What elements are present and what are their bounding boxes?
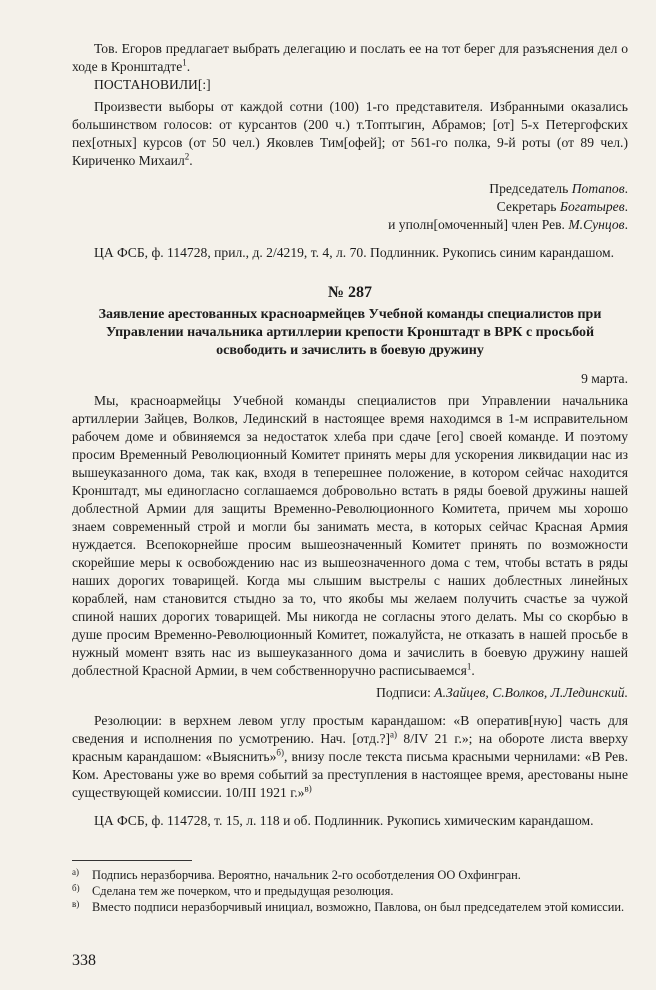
source-citation-2: ЦА ФСБ, ф. 114728, т. 15, л. 118 и об. Подлинник. Рукопись химическим карандашом.: [94, 813, 594, 828]
document-date: 9 марта.: [581, 371, 628, 386]
footnote-a: а) Подпись неразборчива. Вероятно, начальник 2-го особотделения ОО Охфингран.: [72, 867, 521, 882]
document-page: [72, 40, 628, 915]
document-body: Мы, красноармейцы Учебной команды специалистов при Управлении начальника артиллерии Зайцев, Волков, Лединский в настоящее время находимся в 1-м исправительном рабочем доме и обвиняемся за недостаток хлеба при сдаче [его] своей команде. И поэтому просим Временный Революционный Комитет принять меры для ускорения ликвидации нас из вышеуказанного дома, так как, входя в теперешнее положение, в котором сейчас находится Кронштадт, мы единогласно соглашаемся добровольно встать в ряды боевой дружины нашей доблестной Армии для защиты Временно-Революционного Комитета, причем мы хорошо знаем современный строй и могли бы занимать места, в которых сейчас Красная Армия нуждается. Всепокорнейше просим вышеозначенный Комитет принять по возможности скорейшие меры к освобождению нас из вышеозначенного дома с тем, чтобы встать в ряды наших дорогих товарищей. Когда мы слышим выстрелы с наших доблестных линейных кораблей, нам становится стыдно за то, что якобы мы желаем получить счастье за чужой спиной наших дорогих товарищей. Мы никогда не согласны этого делать. Мы со скорбью в душе просим Временно-Революционный Комитет, пожалуйста, не отказать в нашей просьбе в нужный момент взять нас из вышеуказанного дома и зачислить в боевую дружину нашей доблестной Красной Армии, в чем собственноручно расписываемся$^1$.: [72, 393, 628, 678]
paragraph-intro: Тов. Егоров предлагает выбрать делегацию и послать ее на тот берег для разъяснения дел о ходе в Кронштадте$^1$.: [72, 41, 628, 74]
paragraph-elections: Произвести выборы от каждой сотни (100) 1-го представителя. Избранными оказались большинством голосов: от курсантов (200 ч.) т.Топтыгин, Абрамов; [от] 5-х Петергофских пех[отных] курсов (от 50 чел.) Яковлев Тим[офей]; от 561-го полка, 9-й роты (от 89 чел.) Кириченко Михаил$^2$.: [72, 99, 628, 168]
footnote-divider: [72, 860, 192, 861]
document-title: Заявление арестованных красноармейцев Учебной команды специалистов при Управлении начальника артиллерии крепости Кронштадт в ВРК с просьбой освободить и зачислить в боевую дружину: [98, 307, 602, 358]
source-citation-1: ЦА ФСБ, ф. 114728, прил., д. 2/4219, т. 4, л. 70. Подлинник. Рукопись синим карандашом.: [94, 245, 615, 260]
signature-member: и уполн[омоченный] член Рев. М.Сунцов.: [388, 217, 628, 232]
footnote-ref: 1: [182, 57, 187, 68]
footnote-c: в) Вместо подписи неразборчивый инициал, возможно, Павлова, он был председателем этой комиссии.: [72, 899, 625, 914]
document-number: № 287: [327, 284, 373, 301]
signature-block: [72, 180, 628, 234]
footnote-b: б) Сделана тем же почерком, что и предыдущая резолюция.: [72, 883, 394, 898]
resolved-heading: ПОСТАНОВИЛИ[:]: [94, 77, 211, 92]
footnotes: [72, 867, 628, 915]
footnote-ref: 2: [184, 151, 190, 162]
signature-chairman: Председатель Потапов.: [489, 181, 628, 196]
signature-secretary: Секретарь Богатырев.: [496, 199, 628, 214]
footnote-ref: 1: [466, 661, 472, 672]
page-number: 338: [72, 952, 96, 969]
signatures-line: Подписи: А.Зайцев, С.Волков, Л.Лединский.: [376, 685, 628, 700]
resolutions: Резолюции: в верхнем левом углу простым карандашом: «В оператив[ную] часть для сведения и исполнения по усмотрению. Нач. [отд.?]$^{а)}$ 8/IV 21 г.»; на обороте листа вверху красным карандашом: «Выяснить»$^{б)}$, внизу после текста письма красными чернилами: «В Рев. Ком. Арестованы уже во время событий за преступления в настоящее время, арестованы ныне существующей комиссии. 10/III 1921 г.»$^{в)}$: [72, 713, 628, 800]
